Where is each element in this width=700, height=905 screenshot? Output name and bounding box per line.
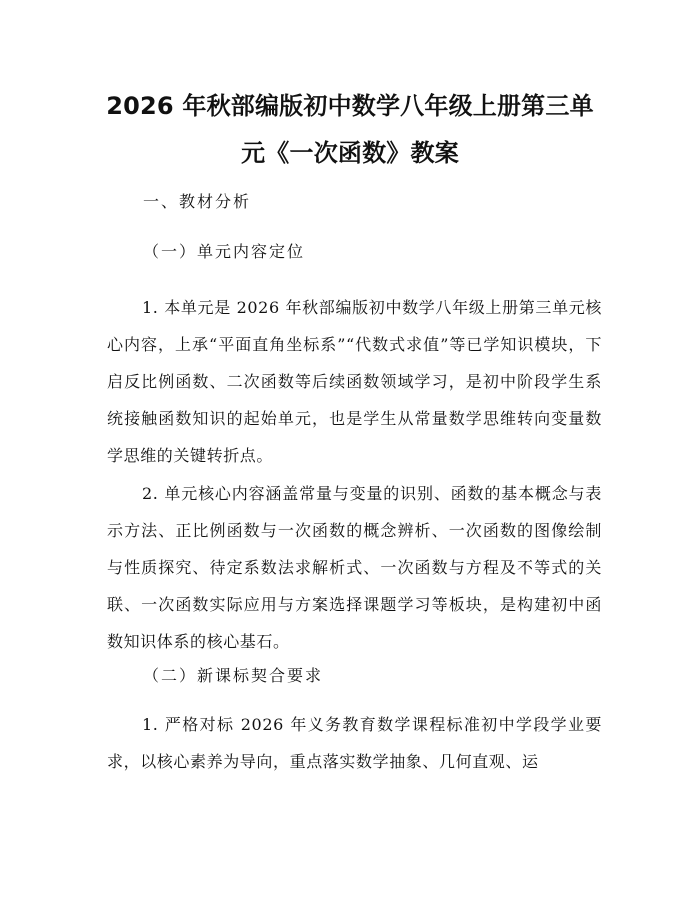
paragraph-unit-positioning-1: 1. 本单元是 2026 年秋部编版初中数学八年级上册第三单元核心内容，上承“平面直角坐标系”“代数式求值”等已学知识模块，下启反比例函数、二次函数等后续函数领域学习，是初中阶段学生系统接触函数知识的起始单元，也是学生从常量数学思维转向变量数学思维的关键转折点。 (107, 298, 602, 465)
paragraph-unit-positioning-2: 2. 单元核心内容涵盖常量与变量的识别、函数的基本概念与表示方法、正比例函数与一次函数的概念辨析、一次函数的图像绘制与性质探究、待定系数法求解析式、一次函数与方程及不等式的关联、一次函数实际应用与方案选择课题学习等板块，是构建初中函数知识体系的核心基石。 (107, 484, 602, 651)
document-title-line-2: 元《一次函数》教案 (241, 139, 459, 167)
paragraph-curriculum-requirements-1: 1. 严格对标 2026 年义务教育数学课程标准初中学段学业要求，以核心素养为导向，重点落实数学抽象、几何直观、运 (107, 715, 602, 771)
document-title-line-1: 2026 年秋部编版初中数学八年级上册第三单 (106, 92, 594, 120)
section-heading-teaching-material-analysis: 一、教材分析 (143, 192, 252, 211)
subsection-heading-unit-positioning: （一）单元内容定位 (143, 242, 306, 261)
subsection-heading-curriculum-requirements: （二）新课标契合要求 (143, 666, 324, 685)
